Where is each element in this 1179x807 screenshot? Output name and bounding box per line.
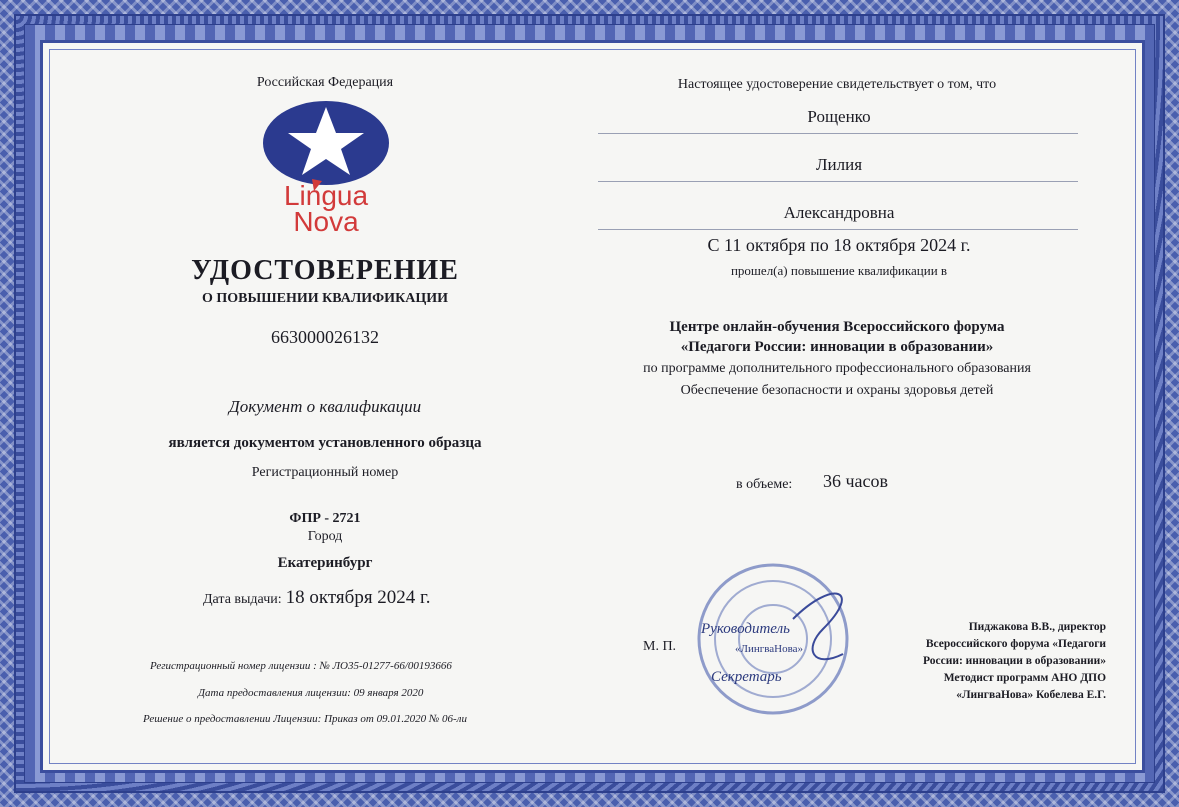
program-line: по программе дополнительного профессионального образования bbox=[643, 361, 1031, 376]
logo-text-nova: Nova bbox=[293, 206, 359, 237]
holder-surname: Рощенко bbox=[807, 107, 871, 126]
license-number: Регистрационный номер лицензии : № ЛО35-01277-66/00193666 bbox=[150, 660, 452, 672]
holder-patronymic: Александровна bbox=[783, 203, 895, 222]
mp-label: М. П. bbox=[643, 639, 677, 654]
stamp-org-label: «ЛингваНова» bbox=[735, 643, 804, 655]
course-period: С 11 октября по 18 октября 2024 г. bbox=[707, 235, 971, 255]
license-date: Дата предоставления лицензии: 09 января 2020 bbox=[198, 687, 424, 699]
city-value: Екатеринбург bbox=[277, 555, 373, 571]
patronymic-underline bbox=[598, 229, 1078, 230]
signer-block bbox=[923, 619, 1106, 704]
signer-line-3: России: инновации в образовании» bbox=[923, 655, 1107, 667]
certificate-number: 663000026132 bbox=[271, 327, 379, 347]
signer-line-1: Пиджакова В.В., директор bbox=[968, 621, 1107, 633]
registration-label: Регистрационный номер bbox=[251, 465, 399, 480]
doc-type-label: является документом установленного образца bbox=[168, 435, 482, 451]
issue-date-row bbox=[203, 587, 430, 609]
stamp-head-label: Руководитель bbox=[701, 621, 790, 637]
certificate-title: УДОСТОВЕРЕНИЕ bbox=[191, 255, 459, 286]
holder-name: Лилия bbox=[815, 155, 863, 174]
signer-line-2: Всероссийского форума «Педагоги bbox=[925, 638, 1107, 650]
volume-label: в объеме: bbox=[736, 477, 793, 492]
certifies-text: Настоящее удостоверение свидетельствует о том, что bbox=[677, 77, 997, 92]
official-stamp bbox=[693, 559, 853, 719]
org-line-2: «Педагоги России: инновации в образовании» bbox=[680, 339, 994, 355]
certificate-body bbox=[40, 40, 1145, 773]
passed-text: прошел(а) повышение квалификации в bbox=[730, 263, 948, 278]
country-label: Российская Федерация bbox=[256, 75, 394, 90]
license-decision: Решение о предоставлении Лицензии: Приказ от 09.01.2020 № 06-ли bbox=[143, 713, 467, 725]
issue-date-label: Дата выдачи: bbox=[203, 592, 282, 607]
signer-line-4: Методист программ АНО ДПО bbox=[943, 672, 1107, 684]
registration-number: ФПР - 2721 bbox=[289, 511, 361, 526]
surname-underline bbox=[598, 133, 1078, 134]
program-name: Обеспечение безопасности и охраны здоровья детей bbox=[680, 383, 994, 398]
lingua-nova-logo bbox=[256, 101, 396, 237]
stamp-seal-icon bbox=[693, 559, 853, 719]
city-label: Город bbox=[307, 529, 343, 544]
signer-line-5: «ЛингваНова» Кобелева Е.Г. bbox=[956, 689, 1107, 701]
certificate-subtitle: О ПОВЫШЕНИИ КВАЛИФИКАЦИИ bbox=[201, 291, 449, 306]
volume-value: 36 часов bbox=[823, 471, 889, 491]
doc-qualification-label: Документ о квалификации bbox=[228, 397, 422, 416]
name-underline bbox=[598, 181, 1078, 182]
logo-text-lingua: Lingua bbox=[283, 180, 369, 211]
stamp-secretary-label: Секретарь bbox=[711, 669, 782, 685]
org-line-1: Центре онлайн-обучения Всероссийского форума bbox=[669, 319, 1005, 335]
issue-date-value: 18 октября 2024 г. bbox=[285, 587, 431, 608]
